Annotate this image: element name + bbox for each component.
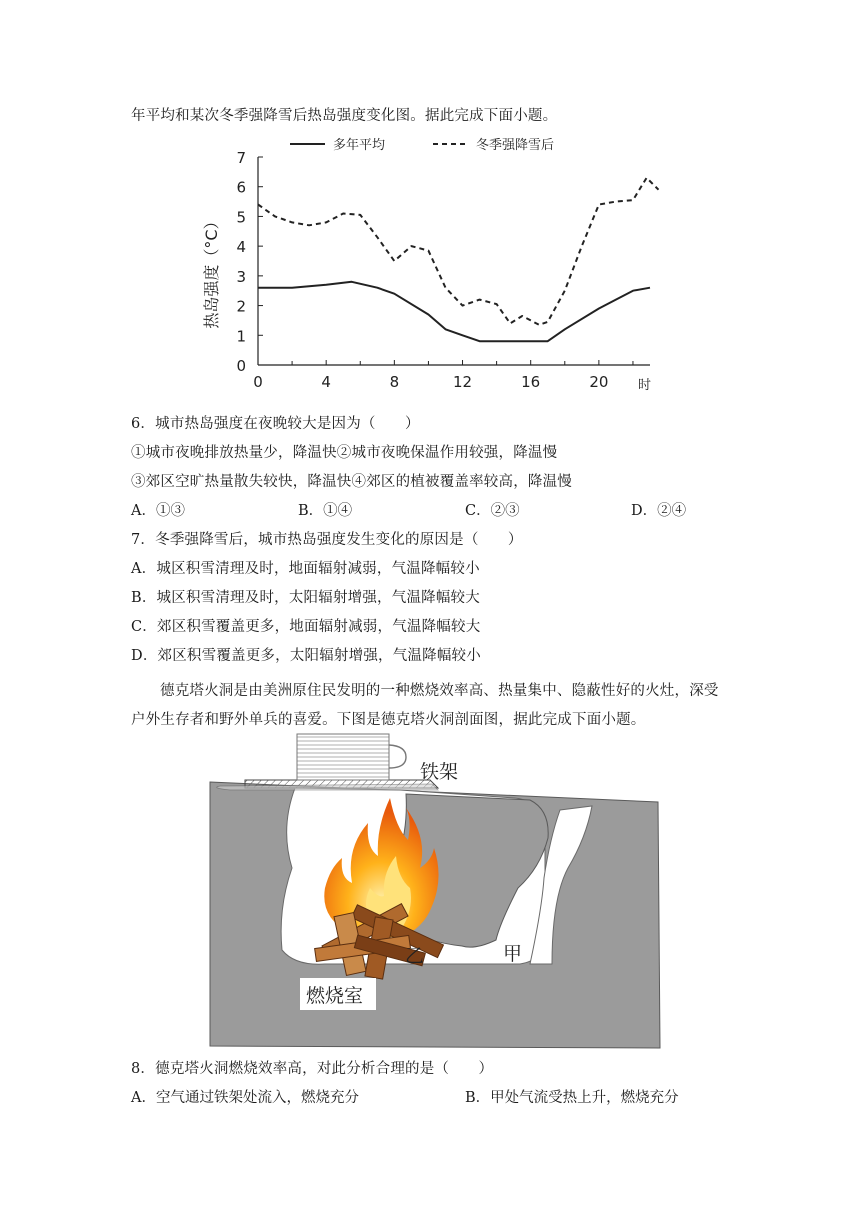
y-tick-label: 3 [236, 267, 246, 286]
series-line-snow [258, 178, 659, 325]
x-axis-label: 时 [638, 378, 652, 393]
y-axis-label: 热岛强度（°C） [202, 213, 221, 329]
fire-hole-diagram [200, 728, 670, 1050]
label-yi: 乙 [405, 945, 425, 967]
chart-series [258, 178, 659, 341]
pot [297, 734, 389, 780]
x-tick-label: 0 [253, 373, 263, 391]
intro-line: 年平均和某次冬季强降雪后热岛强度变化图。据此完成下面小题。 [131, 108, 558, 124]
x-tick-label: 16 [521, 373, 541, 391]
q7-option-b[interactable]: B．城区积雪清理及时，太阳辐射增强，气温降幅较大 [131, 590, 480, 606]
q6-statement-2: ③郊区空旷热量散失较快，降温快④郊区的植被覆盖率较高，降温慢 [131, 474, 572, 490]
q6-option-a[interactable]: A．①③ [131, 503, 185, 519]
q7-option-d[interactable]: D．郊区积雪覆盖更多，太阳辐射增强，气温降幅较小 [131, 648, 481, 664]
q6-option-b[interactable]: B．①④ [298, 503, 353, 519]
y-tick-label: 1 [236, 327, 246, 346]
chart-axes [236, 149, 650, 391]
x-tick-label: 12 [452, 373, 473, 391]
y-tick-label: 2 [236, 297, 246, 316]
passage-line-2: 户外生存者和野外单兵的喜爱。下图是德克塔火洞剖面图，据此完成下面小题。 [131, 712, 646, 728]
q6-stem: 6．城市热岛强度在夜晚较大是因为（ ） [131, 416, 420, 432]
y-tick-label: 0 [236, 357, 246, 375]
q6-option-d[interactable]: D．②④ [631, 503, 687, 519]
label-jia: 甲 [503, 943, 523, 965]
q7-option-c[interactable]: C．郊区积雪覆盖更多，地面辐射减弱，气温降幅较大 [131, 619, 481, 635]
pot-handle-icon [389, 745, 406, 768]
y-tick-label: 6 [236, 178, 246, 197]
q8-option-a[interactable]: A．空气通过铁架处流入，燃烧充分 [131, 1090, 359, 1106]
x-tick-label: 20 [589, 373, 609, 391]
legend-label-snow: 冬季强降雪后 [476, 138, 555, 153]
legend-label-avg: 多年平均 [333, 138, 386, 153]
q7-option-a[interactable]: A．城区积雪清理及时，地面辐射减弱，气温降幅较小 [131, 561, 480, 577]
label-chamber: 燃烧室 [306, 985, 364, 1007]
q8-option-b[interactable]: B．甲处气流受热上升，燃烧充分 [465, 1090, 679, 1106]
q8-stem: 8．德克塔火洞燃烧效率高，对此分析合理的是（ ） [131, 1061, 494, 1077]
y-tick-label: 4 [236, 238, 246, 257]
x-tick-label: 4 [321, 373, 331, 391]
y-tick-label: 7 [236, 149, 246, 167]
y-tick-label: 5 [236, 208, 246, 227]
x-tick-label: 8 [389, 373, 400, 391]
q6-option-c[interactable]: C．②③ [465, 503, 520, 519]
q6-statement-1: ①城市夜晚排放热量少，降温快②城市夜晚保温作用较强，降温慢 [131, 445, 558, 461]
passage-line-1: 德克塔火洞是由美洲原住民发明的一种燃烧效率高、热量集中、隐蔽性好的火灶，深受 [160, 683, 719, 699]
q7-stem: 7．冬季强降雪后，城市热岛强度发生变化的原因是（ ） [131, 532, 523, 548]
heat-island-chart [195, 130, 665, 395]
series-line-avg [258, 282, 650, 341]
chart-legend [290, 137, 554, 153]
label-iron-rack: 铁架 [420, 761, 459, 783]
